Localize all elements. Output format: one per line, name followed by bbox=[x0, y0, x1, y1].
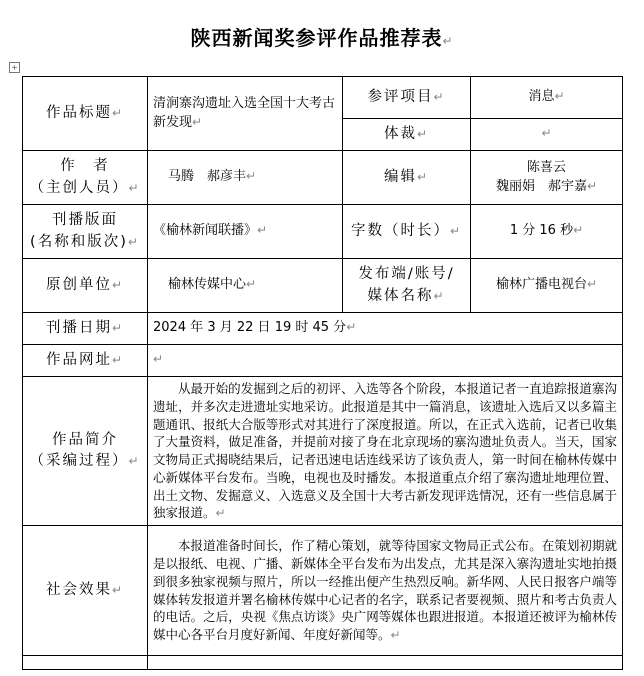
work-title-label: 作品标题↵ bbox=[23, 77, 148, 151]
table-move-handle-icon[interactable]: + bbox=[9, 62, 20, 73]
date-label: 刊播日期↵ bbox=[23, 313, 148, 345]
length-label: 字数（时长）↵ bbox=[343, 205, 471, 259]
publisher-label bbox=[343, 259, 471, 313]
editors-label: 编辑↵ bbox=[343, 151, 471, 205]
publisher-value[interactable]: 榆林广播电视台↵ bbox=[471, 259, 623, 313]
summary-label-line2: （采编过程）↵ bbox=[29, 453, 141, 470]
summary-text[interactable]: 从最开始的发掘到之后的初评、入选等各个阶段，本报道记者一直追踪报道寨沟遗址，并多次走进遗址实地采访。此报道是其中一篇消息，该遗址入选后又以多篇主题通讯、报纸大合版等形式对其进行了深度报道。所以，在正式入选前，记者已收集了大量资料，做足准备，并提前对接了身在北京现场的寨沟遗址负责人。当天，国家文物局正式揭晓结果后，记者迅速电话连线采访了该负责人，第一时间在榆林传媒中心新媒体平台发布。当晚，电视也及时播发。本报道重点介绍了寨沟遗址地理位置、出土文物、发掘意义、入选意义及全国十大考古新发现评选情况，还有一些信息属于独家报道。↵ bbox=[148, 377, 623, 526]
length-value[interactable]: 1 分 16 秒↵ bbox=[471, 205, 623, 259]
blank-cell-right bbox=[148, 656, 623, 670]
summary-label-line1: 作品简介 bbox=[52, 432, 118, 449]
layout-label-line2: (名称和版次)↵ bbox=[30, 233, 140, 250]
category-value[interactable]: 消息↵ bbox=[471, 77, 623, 119]
form-title bbox=[0, 22, 644, 51]
effect-text[interactable]: 本报道准备时间长，作了精心策划，就等待国家文物局正式公布。在策划初期就是以报纸、电视、广播、新媒体全平台发布为出发点，尤其是深入寨沟遗址实地拍摄到很多独家视频与照片，所以一经推出便产生热烈反响。新华网、人民日报客户端等媒体转发报道并署名榆林传媒中心记者的名字，联系记者要视频、照片和考古负责人的电话。之后，央视《焦点访谈》央广网等媒体也跟进报道。本报道还被评为榆林传媒中心各平台月度好新闻、年度好新闻等。↵ bbox=[148, 526, 623, 656]
publisher-label-line1: 发布端/账号/ bbox=[358, 266, 455, 283]
authors-label-line2: （主创人员）↵ bbox=[29, 179, 141, 196]
authors-label-line1: 作 者 bbox=[60, 158, 110, 175]
date-value[interactable]: 2024 年 3 月 22 日 19 时 45 分↵ bbox=[148, 313, 623, 345]
nomination-table bbox=[22, 76, 623, 670]
effect-label: 社会效果↵ bbox=[23, 526, 148, 656]
unit-value[interactable]: 榆林传媒中心↵ bbox=[148, 259, 343, 313]
url-value[interactable]: ↵ bbox=[148, 345, 623, 377]
layout-value[interactable]: 《榆林新闻联播》↵ bbox=[148, 205, 343, 259]
summary-label bbox=[23, 377, 148, 526]
authors-value[interactable]: 马腾 郝彦丰↵ bbox=[148, 151, 343, 205]
category-label: 参评项目↵ bbox=[343, 77, 471, 119]
editors-value[interactable] bbox=[471, 151, 623, 205]
publisher-label-line2: 媒体名称↵ bbox=[367, 287, 446, 304]
work-title-value[interactable]: 清涧寨沟遗址入选全国十大考古新发现↵ bbox=[148, 77, 343, 151]
blank-cell-left bbox=[23, 656, 148, 670]
layout-label bbox=[23, 205, 148, 259]
paragraph-mark: ↵ bbox=[442, 34, 454, 48]
unit-label: 原创单位↵ bbox=[23, 259, 148, 313]
editor-2: 魏丽娟 郝宇嘉↵ bbox=[495, 178, 598, 194]
url-label: 作品网址↵ bbox=[23, 345, 148, 377]
form-title-text: 陕西新闻奖参评作品推荐表 bbox=[190, 26, 443, 50]
layout-label-line1: 刊播版面 bbox=[52, 212, 118, 229]
genre-value[interactable]: ↵ bbox=[471, 119, 623, 151]
editor-1: 陈喜云 bbox=[526, 159, 566, 175]
genre-label: 体裁↵ bbox=[343, 119, 471, 151]
authors-label bbox=[23, 151, 148, 205]
